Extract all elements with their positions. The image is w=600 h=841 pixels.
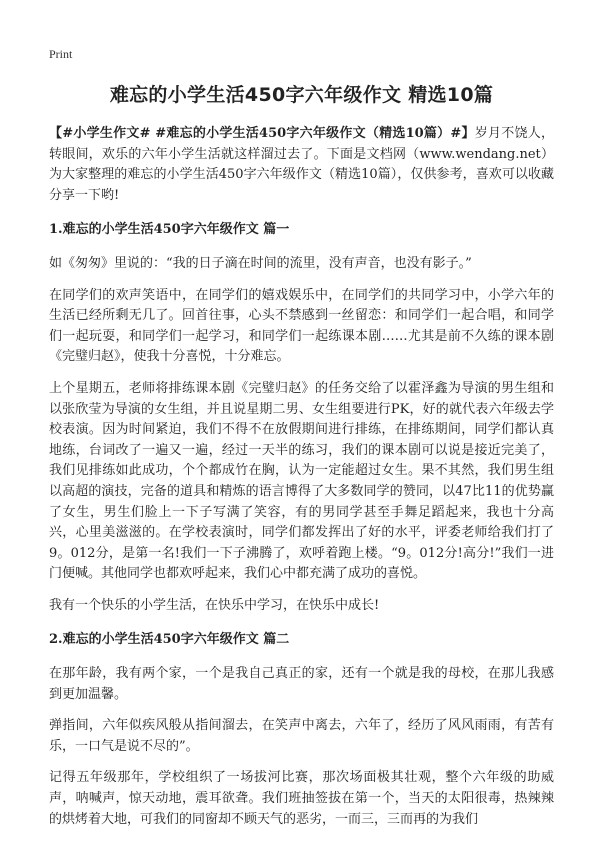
print-label[interactable]: Print <box>49 47 73 61</box>
document-body <box>49 124 554 841</box>
section-2-paragraph: 弹指间，六年似疾风般从指间溜去，在笑声中离去，六年了，经历了风风雨雨，有苦有乐，一口气是说不尽的”。 <box>49 718 554 754</box>
intro-paragraph <box>49 124 554 206</box>
document-title: 难忘的小学生活450字六年级作文 精选10篇 <box>109 84 494 106</box>
section-heading-1: 1.难忘的小学生活450字六年级作文 篇一 <box>49 222 290 238</box>
intro-text: 岁月不饶人，转眼间，欢乐的六年小学生活就这样溜过去了。下面是文档网（www.wendang.net）为大家整理的难忘的小学生活450字六年级作文（精选10篇），仅供参考，喜欢可以收藏分享一下哟! <box>49 126 554 203</box>
section-1-paragraph: 我有一个快乐的小学生活，在快乐中学习，在快乐中成长! <box>49 597 380 613</box>
intro-tag: 【#小学生作文# #难忘的小学生活450字六年级作文（精选10篇）#】 <box>49 126 475 141</box>
section-heading-2: 2.难忘的小学生活450字六年级作文 篇二 <box>49 632 290 648</box>
section-1-paragraph: 如《匆匆》里说的：“我的日子滴在时间的流里，没有声音，也没有影子。” <box>49 255 472 271</box>
section-1-paragraph: 上个星期五，老师将排练课本剧《完璧归赵》的任务交给了以霍泽鑫为导演的男生组和以张欣莹为导演的女生组，并且说星期二男、女生组要进行PK，好的就代表六年级去学校表演。因为时间紧迫，我们不得不在放假期间进行排练，在排练期间，同学们都认真地练，台词改了一遍又一遍，经过一天半的练习，我们的课本剧可以说是接近完美了，我们见排练如此成功，个个都成竹在胸，认为一定能超过女生。果不其然，我们男生组以高超的演技，完备的道具和精炼的语言博得了大多数同学的赞同，以47比11的优势赢了女生，男生们脸上一下子写满了笑容，有的男同学甚至手舞足蹈起来，我也十分高兴，心里美滋滋的。在学校表演时，同学们都发挥出了好的水平，评委老师给我们打了9。012分，是第一名!我们一下子沸腾了，欢呼着跑上楼。“9。012分!高分!”我们一进门便喊。其他同学也都欢呼起来，我们心中都充满了成功的喜悦。 <box>49 380 554 582</box>
section-1-paragraph: 在同学们的欢声笑语中，在同学们的嬉戏娱乐中，在同学们的共同学习中，小学六年的生活已经所剩无几了。回首往事，心头不禁感到一丝留恋：和同学们一起合唱，和同学们一起玩耍，和同学们一起学习，和同学们一起练课本剧……尤其是前不久练的课本剧《完璧归赵》，使我十分喜悦，十分难忘。 <box>49 287 554 365</box>
section-2-paragraph: 记得五年级那年，学校组织了一场拔河比赛，那次场面极其壮观，整个六年级的助威声，呐喊声，惊天动地，震耳欲聋。我们班抽签拔在第一个，当天的太阳很毒，热辣辣的烘烤着大地，可我们的同窗却不顾天气的恶劣，一而三，三而再的为我们 <box>49 770 554 827</box>
section-2-paragraph: 在那年龄，我有两个家，一个是我自己真正的家，还有一个就是我的母校，在那儿我感到更加温馨。 <box>49 666 554 702</box>
